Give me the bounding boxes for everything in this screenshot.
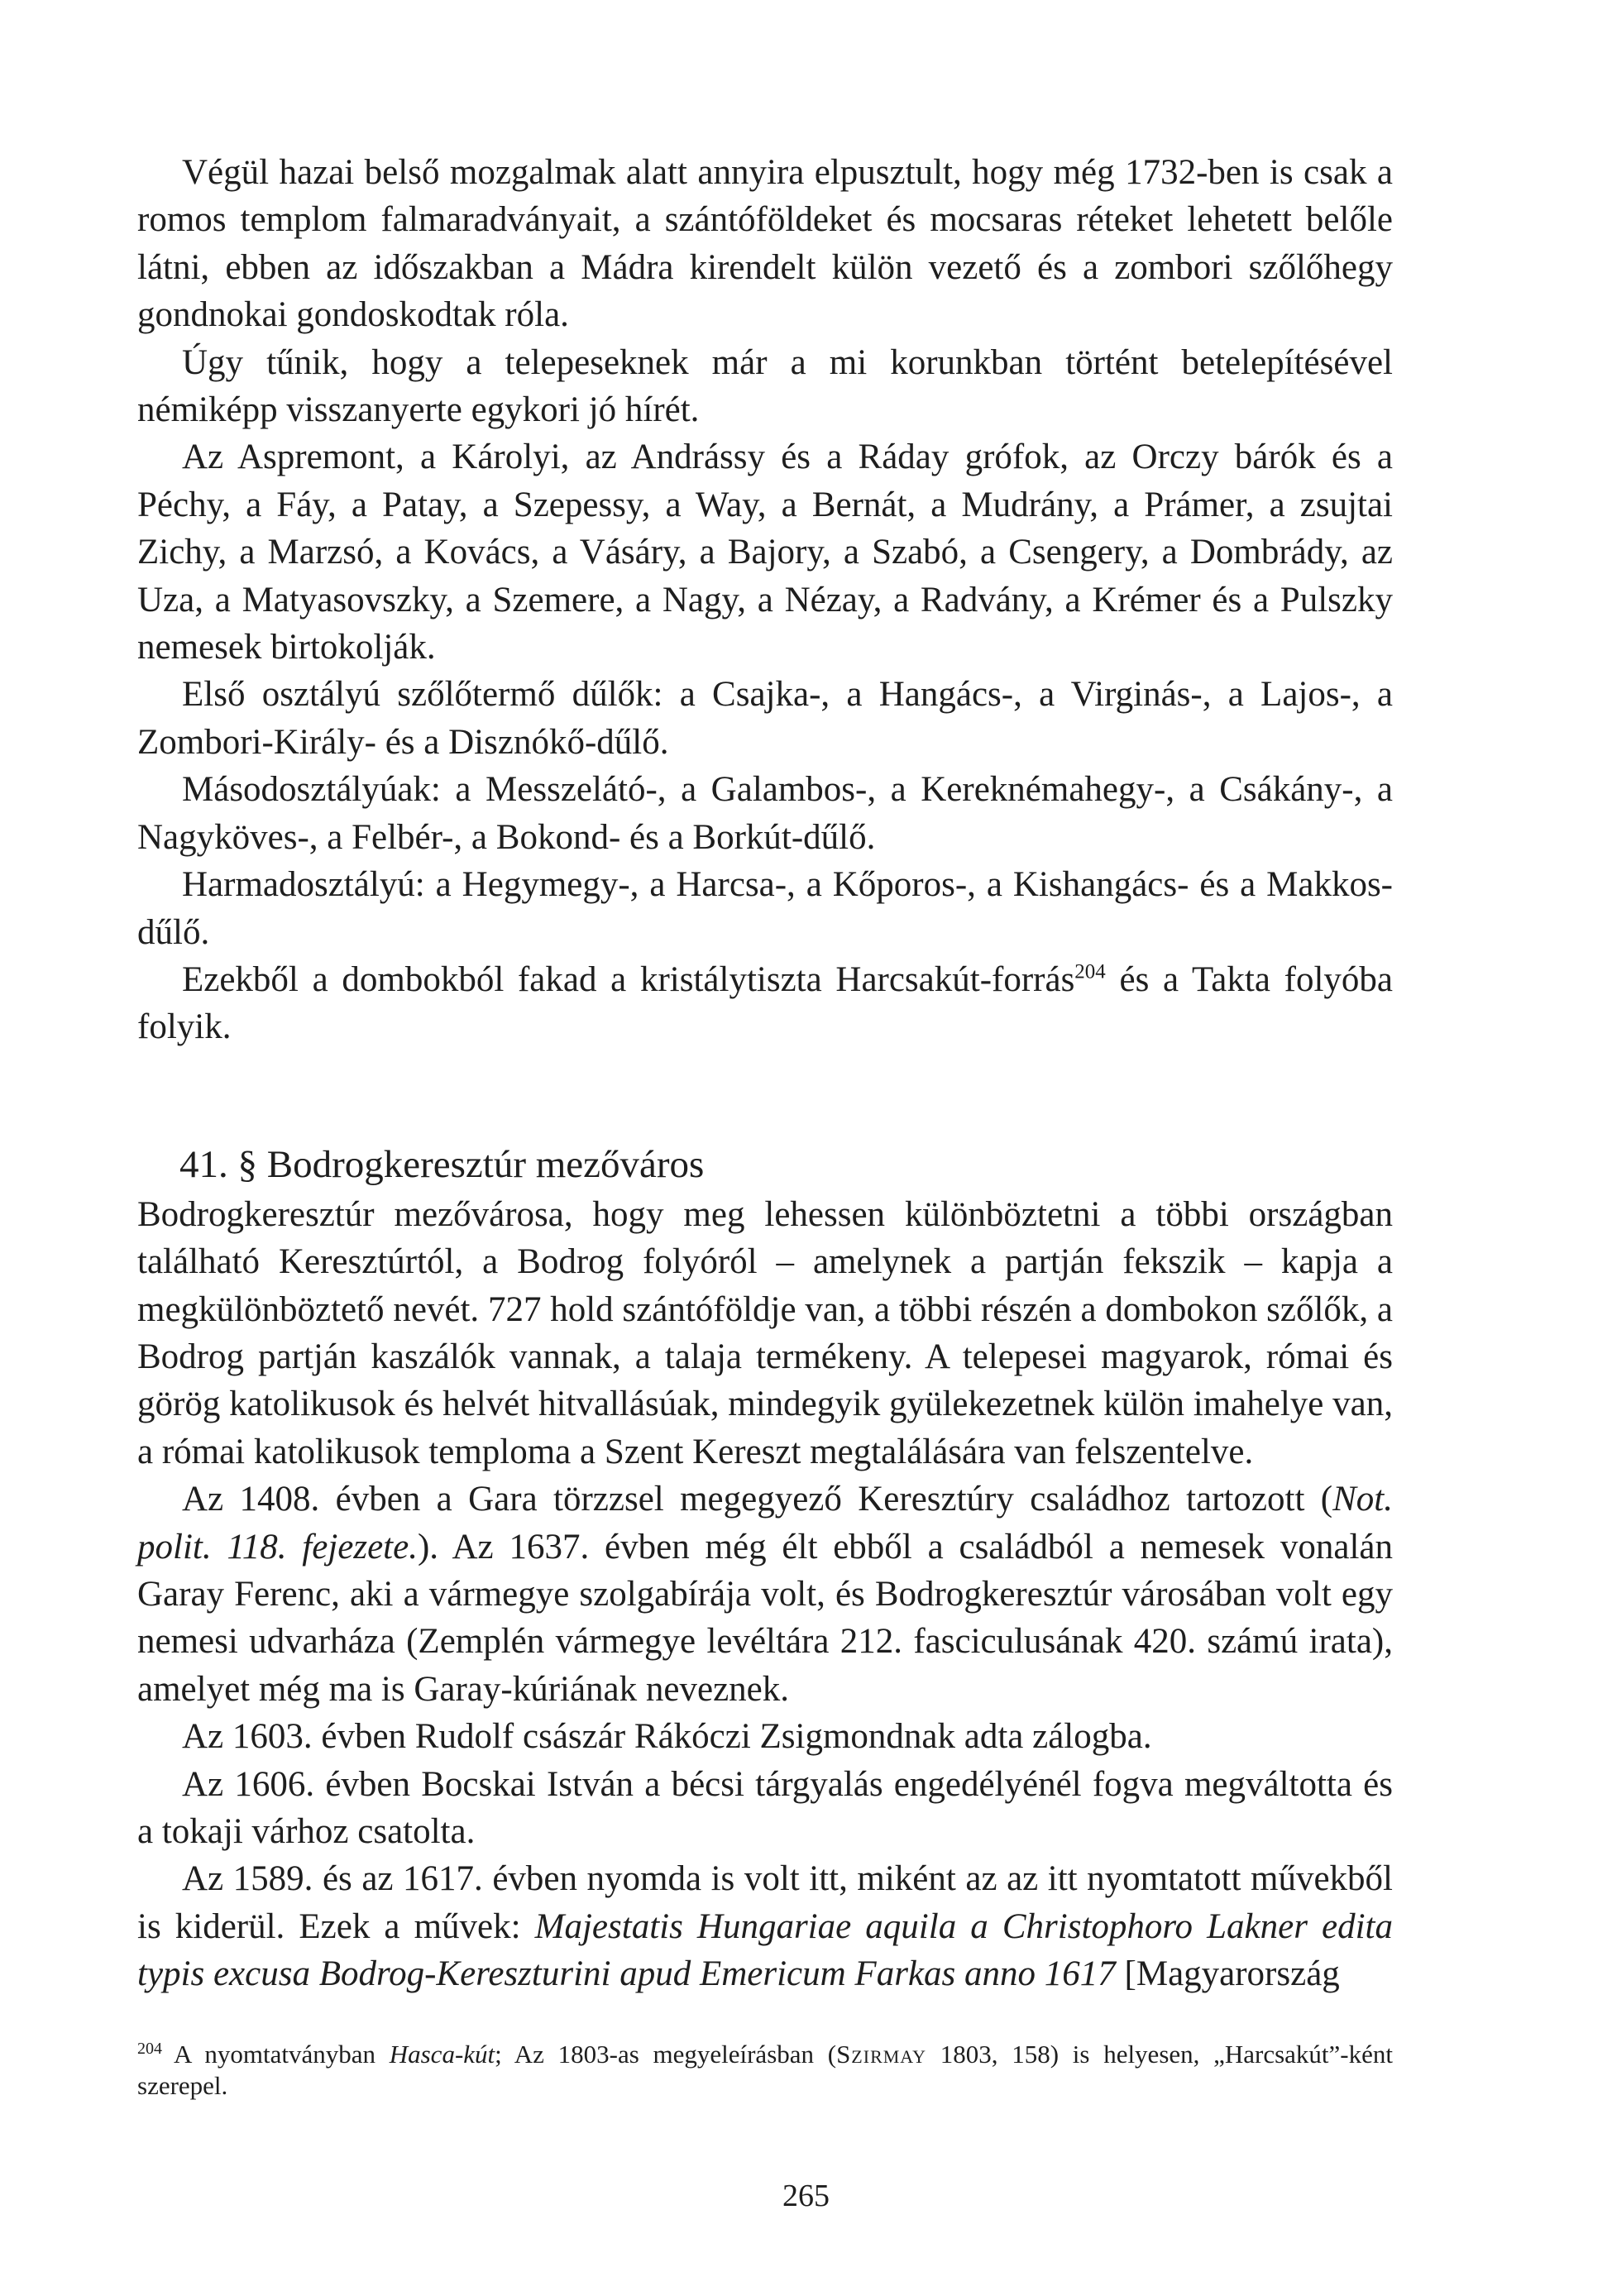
paragraph-text: és a Takta folyóba folyik. bbox=[137, 959, 1393, 1047]
footnote-number: 204 bbox=[137, 2039, 162, 2058]
paragraph: Első osztályú szőlőtermő dűlők: a Csajka-, a Hangács-, a Virginás-, a Lajos-, a Zombori-Király- és a Disznókő-dűlő. bbox=[137, 675, 1393, 762]
paragraph bbox=[137, 1855, 1393, 1997]
footnote-text: ; Az 1803-as megyeleírásban ( bbox=[495, 2040, 837, 2069]
body-text bbox=[137, 149, 1393, 1998]
footnote-text: A nyomtatványban bbox=[174, 2040, 390, 2069]
paragraph: Az 1603. évben Rudolf császár Rákóczi Zsigmondnak adta zálogba. bbox=[182, 1717, 1152, 1757]
paragraph-text: [Magyarország bbox=[1115, 1954, 1340, 1994]
paragraph bbox=[137, 1476, 1393, 1713]
section-heading: 41. § Bodrogkeresztúr mezőváros bbox=[179, 1142, 705, 1186]
footnote-text: 1803, 158) is helyesen, „Harcsakút”-ként szerepel. bbox=[137, 2040, 1393, 2100]
paragraph-text: Az 1589. és az 1617. évben nyomda is volt itt, miként az az itt nyomtatott művekből is kiderül. Ezek a művek: bbox=[137, 1859, 1393, 1946]
paragraph: Úgy tűnik, hogy a telepeseknek már a mi korunkban történt betelepítésével némiképp visszanyerte egykori jó hírét. bbox=[137, 342, 1393, 430]
footnote-italic: Hasca-kút bbox=[389, 2040, 495, 2069]
footnote bbox=[137, 2039, 1393, 2102]
section-spacer bbox=[137, 1051, 1393, 1138]
paragraph bbox=[137, 956, 1393, 1051]
book-title-italic: Majestatis Hungariae aquila a Christophoro Lakner edita typis excusa Bodrog-Kereszturini apud Emericum Farkas anno 1617 bbox=[137, 1906, 1394, 1994]
paragraph: Az Aspremont, a Károlyi, az Andrássy és a Ráday grófok, az Orczy bárók és a Péchy, a Fáy, a Patay, a Szepessy, a Way, a Bernát, a Mudrány, a Prámer, a zsujtai Zichy, a Marzsó, a Kovács, a Vásáry, a Bajory, a Szabó, a Csengery, a Dombrády, az Uza, a Matyasovszky, a Szemere, a Nagy, a Nézay, a Radvány, a Krémer és a Pulszky nemesek birtokolják. bbox=[137, 438, 1393, 667]
page-number: 265 bbox=[782, 2179, 830, 2213]
paragraph-text: ). Az 1637. évben még élt ebből a családból a nemesek vonalán Garay Ferenc, aki a vármegye szolgabírája volt, és Bodrogkeresztúr városában volt egy nemesi udvarháza (Zemplén vármegye levéltára 212. fasciculusának 420. számú irata), amelyet még ma is Garay-kúriának neveznek. bbox=[137, 1527, 1393, 1709]
paragraph: Másodosztályúak: a Messzelátó-, a Galambos-, a Kereknémahegy-, a Csákány-, a Nagyköves-, a Felbér-, a Bokond- és a Borkút-dűlő. bbox=[137, 770, 1393, 857]
paragraph: Az 1606. évben Bocskai István a bécsi tárgyalás engedélyénél fogva megváltotta és a tokaji várhoz csatolta. bbox=[137, 1764, 1393, 1851]
footnote-reference[interactable]: 204 bbox=[1074, 960, 1106, 983]
paragraph: Bodrogkeresztúr mezővárosa, hogy meg lehessen különböztetni a többi országban található Keresztúrtól, a Bodrog folyóról – amelynek a partján fekszik – kapja a megkülönböztető nevét. 727 hold szántóföldje van, a többi részén a dombokon szőlők, a Bodrog partján kaszálók vannak, a talaja termékeny. A telepesei magyarok, római és görög katolikusok és helvét hitvallásúak, mindegyik gyülekezetnek külön imahelye van, a római katolikusok temploma a Szent Kereszt megtalálására van felszentelve. bbox=[137, 1194, 1393, 1471]
paragraph: Végül hazai belső mozgalmak alatt annyira elpusztult, hogy még 1732-ben is csak a romos templom falmaradványait, a szántóföldeket és mocsaras réteket lehetett belőle látni, ebben az időszakban a Mádra kirendelt külön vezető és a zombori szőlőhegy gondnokai gondoskodtak róla. bbox=[137, 153, 1393, 335]
paragraph-text: Ezekből a dombokból fakad a kristálytiszta Harcsakút-forrás bbox=[182, 959, 1075, 999]
paragraph-text: Az 1408. évben a Gara törzzsel megegyező Keresztúry családhoz tartozott ( bbox=[182, 1480, 1333, 1519]
paragraph: Harmadosztályú: a Hegymegy-, a Harcsa-, a Kőporos-, a Kishangács- és a Makkos-dűlő. bbox=[137, 865, 1393, 952]
citation-italic: Not. polit. 118. fejezete. bbox=[137, 1480, 1393, 1567]
footnote-author-smallcaps: Szirmay bbox=[836, 2040, 927, 2069]
